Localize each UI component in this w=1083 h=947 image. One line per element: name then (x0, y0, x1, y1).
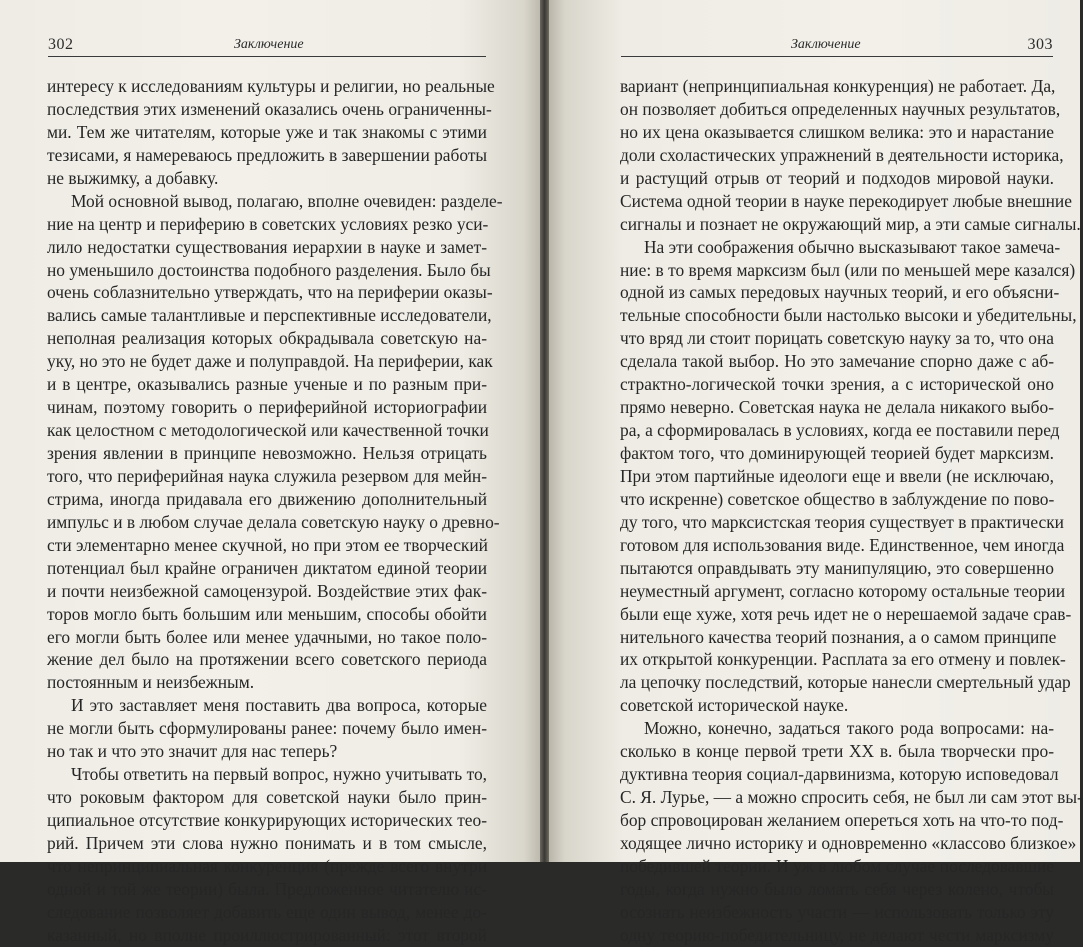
text-line: ра, а сформировалась в условиях, когда ее поставили перед (620, 420, 1060, 441)
right-running-head (621, 34, 1053, 57)
text-line: И это заставляет меня поставить два вопроса, которые (71, 695, 487, 716)
text-line: неполная реализация которых обкрадывала советскую на- (47, 328, 487, 349)
text-line: одну теорию-победительницу, не делают чести марксизму (620, 924, 1054, 945)
right-page (549, 0, 1083, 945)
text-line: потенциал был крайне ограничен диктатом единой теории (47, 557, 487, 578)
text-line: неуместный аргумент, согласно которому остальные теории (620, 580, 1066, 601)
text-line: страктно-логической точки зрения, а с исторической оно (620, 374, 1054, 395)
text-line: осознать неизбежность участи — использовать только эту (620, 901, 1054, 922)
text-line: не выжимку, а добавку. (47, 167, 219, 188)
text-line: стрима, иногда придавала его движению дополнительный (47, 488, 487, 509)
text-line: Можно, конечно, задаться такого рода вопросами: на- (644, 718, 1054, 739)
right-page-number: 303 (1027, 36, 1053, 53)
text-line: импульс и в любом случае делала советскую науку о древно- (47, 511, 500, 532)
text-line: интересу к исследованиям культуры и религии, но реальные (47, 76, 495, 96)
text-line: следование позволяет добавить еще один вывод, менее до- (47, 901, 487, 922)
text-line: сигналы и познает не окружающий мир, а эти самые сигналы. (620, 213, 1081, 234)
text-line: С. Я. Лурье, — а можно спросить себя, не был ли сам этот вы- (620, 787, 1083, 808)
text-line: казанный, но вполне проиллюстрированный: этот второй (47, 924, 487, 945)
text-line: чинам, поэтому говорить о периферийной историографии (47, 397, 487, 418)
text-line: нительного качества теорий познания, а о самом принципе (620, 626, 1057, 647)
left-page (0, 0, 540, 945)
text-line: доли схоластических упражнений в деятельности историка, (620, 144, 1064, 165)
text-line: последствия этих изменений оказались очень ограниченны- (47, 98, 492, 119)
text-line: рий. Причем эти слова нужно понимать и в том смысле, (47, 832, 487, 853)
text-line: он позволяет добиться определенных научных результатов, (620, 98, 1061, 119)
text-line: что искренне) советское общество в заблуждение по пово- (620, 488, 1055, 509)
text-line: готовом для использования виде. Единственное, чем иногда (620, 534, 1065, 555)
text-line: одной из самых передовых научных теорий, и его объясни- (620, 282, 1060, 303)
text-line: что роковым фактором для советской науки было прин- (47, 787, 487, 808)
text-line: ходящее лично историку и одновременно «классово близкое» (620, 832, 1077, 853)
right-running-head-title: Заключение (791, 37, 861, 52)
text-line: годы, когда нужно было ломать себя через колено, чтобы (620, 878, 1054, 899)
text-line: тельные способности были настолько высоки и убедительны, (620, 305, 1077, 326)
text-line: Мой основной вывод, полагаю, вполне очевиден: разделе- (71, 190, 503, 211)
text-line: ми. Тем же читателям, которые уже и так знакомы с этими (47, 121, 487, 142)
text-line: как целостном с методологической или качественной точки (47, 420, 489, 441)
text-line: победившей теории. И уж в любом случае последовавшие (620, 855, 1054, 876)
text-line: фактом того, что доминирующей теорией будет марксизм. (620, 443, 1054, 463)
text-line: дуктивна теория социал-дарвинизма, которую исповедовал (620, 764, 1059, 785)
text-line: и в центре, оказывались разные ученые и по разным при- (47, 374, 487, 395)
text-line: того, что периферийная наука служила резервом для мейн- (47, 465, 487, 486)
text-line: ципиальное отсутствие конкурирующих исторических тео- (47, 810, 487, 830)
text-line: ду того, что марксистская теория существует в практически (620, 511, 1064, 532)
left-page-number: 302 (48, 36, 74, 53)
text-line: ла цепочку последствий, которые нанесли смертельный удар (620, 672, 1071, 693)
left-page-text (47, 75, 503, 947)
text-line: ние на центр и периферию в советских условиях резко уси- (47, 213, 489, 234)
text-line: не могли быть сформулированы ранее: почему было имен- (47, 718, 487, 739)
text-line: сколько в конце первой трети XX в. была творчески про- (620, 741, 1054, 762)
text-line: вариант (непринципиальная конкуренция) не работает. Да, (620, 76, 1056, 96)
text-line: При этом партийные идеологи еще и ввели (не исключаю, (620, 465, 1054, 486)
text-line: и почти неизбежной самоцензурой. Воздействие этих фак- (47, 580, 487, 601)
text-line: были еще хуже, хотя речь идет не о нерешаемой задаче срав- (620, 603, 1072, 624)
text-line: и растущий отрыв от теорий и подходов мировой науки. (620, 167, 1054, 188)
right-page-text (620, 75, 1083, 947)
text-line: Чтобы ответить на первый вопрос, нужно учитывать то, (71, 764, 487, 785)
text-line: Система одной теории в науке перекодирует любые внешние (620, 190, 1072, 211)
text-line: бор спровоцирован желанием опереться хоть на что-то под- (620, 810, 1064, 830)
text-line: одной и той же теории) была. Предложенное читателю ис- (47, 878, 487, 899)
text-line: постоянным и неизбежным. (47, 672, 255, 693)
text-line: пытаются оправдывать эту манипуляцию, это совершенно (620, 557, 1054, 578)
text-line: ние: в то время марксизм был (или по меньшей мере казался) (620, 259, 1076, 280)
text-line: его могли быть более или менее удачными, но такое поло- (47, 626, 487, 647)
text-line: вались самые талантливые и перспективные исследователи, (47, 305, 492, 326)
left-running-head-title: Заключение (234, 37, 304, 52)
text-line: На эти соображения обычно высказывают такое замеча- (644, 236, 1061, 257)
text-line: очень соблазнительно утверждать, что на периферии оказы- (47, 282, 493, 303)
text-line: но уменьшило достоинства подобного разделения. Было бы (47, 259, 491, 280)
text-line: торов могло быть большим или меньшим, способы обойти (47, 603, 487, 624)
text-line: что непринципиальная конкуренция (прежде всего внутри (47, 855, 487, 876)
text-line: советской исторической науке. (620, 695, 849, 716)
text-line: зрения явлении в принципе невозможно. Нельзя отрицать (47, 443, 487, 463)
book-gutter (540, 0, 549, 862)
text-line: их открытой конкуренции. Расплата за его отмену и повлек- (620, 649, 1066, 670)
text-line: уку, но это не будет даже и полуправдой. На периферии, как (47, 351, 493, 372)
text-line: тезисами, я намереваюсь предложить в завершении работы (47, 144, 488, 165)
text-line: жение дел было на протяжении всего советского периода (47, 649, 487, 670)
text-line: прямо неверно. Советская наука не делала никакого выбо- (620, 397, 1054, 418)
text-line: но так и что это значит для нас теперь? (47, 741, 338, 762)
text-line: но их цена оказывается слишком велика: это и нарастание (620, 121, 1054, 142)
left-running-head (48, 34, 486, 57)
text-line: что вряд ли стоит порицать советскую науку за то, что она (620, 328, 1054, 349)
text-line: сти элементарно менее скучной, но при этом ее творческий (47, 534, 488, 555)
text-line: лило недостатки существования иерархии в науке и замет- (47, 236, 487, 257)
text-line: сделала такой выбор. Но это замечание спорно даже с аб- (620, 351, 1054, 372)
